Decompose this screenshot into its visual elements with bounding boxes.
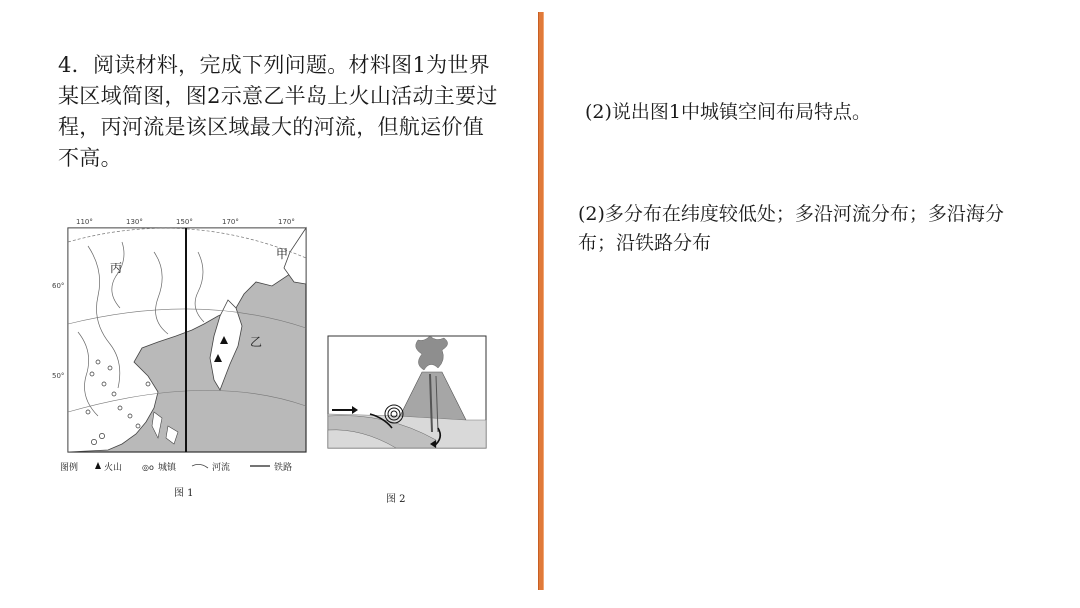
longitude-label: 170° <box>222 218 239 226</box>
figure-2-diagram <box>326 336 488 506</box>
river-icon <box>192 464 208 468</box>
map-legend <box>60 461 292 473</box>
town-marker <box>108 366 112 370</box>
question-text: 4．阅读材料，完成下列问题。材料图1为世界某区域简图，图2示意乙半岛上火山活动主要过程，丙河流是该区域最大的河流，但航运价值不高。 <box>58 53 498 170</box>
latitude-label: 60° <box>52 282 65 290</box>
legend-volcano-label: 火山 <box>104 463 123 473</box>
town-marker <box>86 410 90 414</box>
place-label-bing: 丙 <box>110 261 123 275</box>
longitude-label: 150° <box>176 218 193 226</box>
town-marker <box>146 382 150 386</box>
town-marker <box>136 424 140 428</box>
figure-1-map <box>52 212 338 502</box>
legend-railway-label: 铁路 <box>274 463 293 473</box>
town-marker <box>91 439 96 444</box>
longitude-label: 110° <box>76 218 93 226</box>
figure-1-caption: 图 1 <box>174 488 194 499</box>
town-marker <box>99 433 104 438</box>
town-marker <box>102 382 106 386</box>
latitude-label: 50° <box>52 372 65 380</box>
town-marker <box>90 372 94 376</box>
town-marker <box>118 406 122 410</box>
volcano-icon <box>95 462 101 469</box>
longitude-label: 170° <box>278 218 295 226</box>
longitude-label: 130° <box>126 218 143 226</box>
town-icon: ◎o <box>142 463 154 472</box>
answer-text: (2)多分布在纬度较低处；多沿河流分布；多沿海分布；沿铁路分布 <box>578 203 1004 254</box>
town-marker <box>112 392 116 396</box>
legend-title: 图例 <box>60 463 79 473</box>
town-marker <box>128 414 132 418</box>
figure-2-caption: 图 2 <box>386 494 406 505</box>
town-marker <box>96 360 100 364</box>
sub-question-text: (2)说出图1中城镇空间布局特点。 <box>585 101 872 123</box>
place-label-yi: 乙 <box>250 335 263 349</box>
vertical-divider <box>538 12 544 590</box>
legend-river-label: 河流 <box>212 463 231 473</box>
legend-town-label: 城镇 <box>158 463 177 473</box>
place-label-jia: 甲 <box>276 247 289 261</box>
